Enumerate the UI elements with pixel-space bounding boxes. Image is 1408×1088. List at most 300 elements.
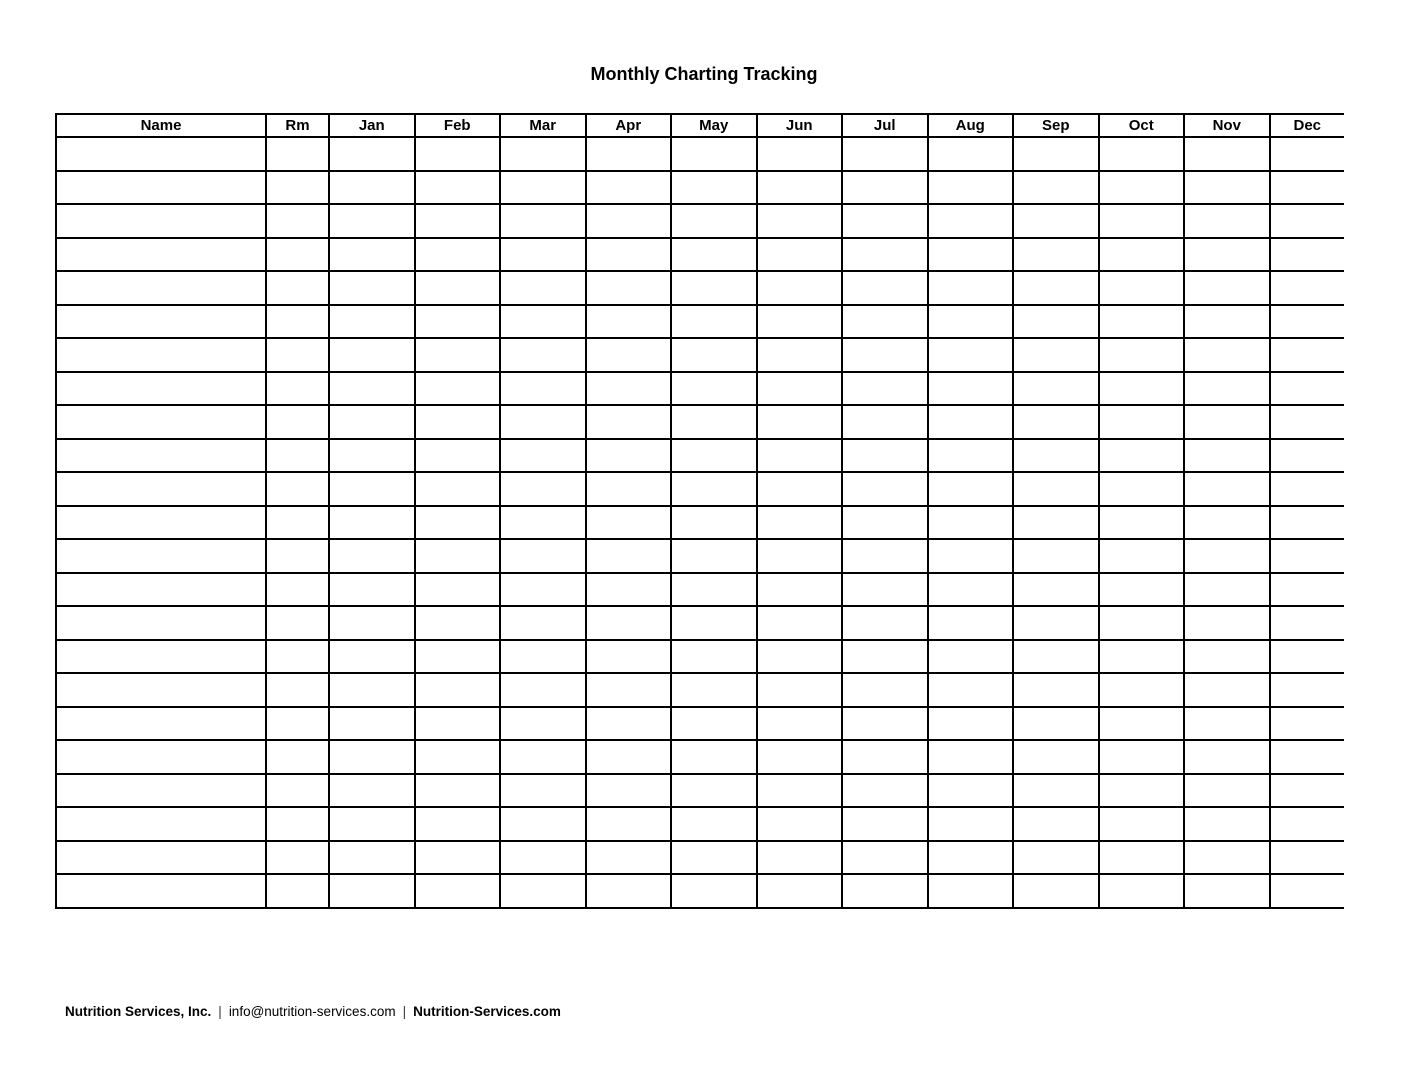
table-cell-apr	[586, 137, 672, 171]
table-cell-nov	[1184, 271, 1270, 305]
table-cell-jul	[842, 439, 928, 473]
table-cell-aug	[928, 606, 1014, 640]
table-cell-jun	[757, 171, 843, 205]
table-cell-feb	[415, 238, 501, 272]
table-cell-sep	[1013, 372, 1099, 406]
table-cell-may	[671, 439, 757, 473]
table-cell-nov	[1184, 171, 1270, 205]
table-cell-mar	[500, 606, 586, 640]
table-cell-jun	[757, 204, 843, 238]
table-cell-apr	[586, 774, 672, 808]
table-cell-jul	[842, 472, 928, 506]
table-row	[56, 841, 1344, 875]
table-cell-feb	[415, 137, 501, 171]
table-cell-sep	[1013, 472, 1099, 506]
table-cell-aug	[928, 740, 1014, 774]
table-row	[56, 539, 1344, 573]
column-header-jul: Jul	[842, 114, 928, 137]
table-cell-feb	[415, 539, 501, 573]
table-cell-jun	[757, 372, 843, 406]
table-cell-dec	[1270, 305, 1345, 339]
table-cell-sep	[1013, 874, 1099, 908]
table-cell-name	[56, 573, 266, 607]
table-cell-oct	[1099, 606, 1185, 640]
table-cell-jul	[842, 539, 928, 573]
table-cell-feb	[415, 874, 501, 908]
table-cell-mar	[500, 539, 586, 573]
table-row	[56, 606, 1344, 640]
footer-separator-2: |	[402, 1004, 407, 1019]
table-cell-oct	[1099, 472, 1185, 506]
table-cell-name	[56, 238, 266, 272]
table-row	[56, 204, 1344, 238]
table-cell-nov	[1184, 841, 1270, 875]
table-cell-nov	[1184, 204, 1270, 238]
table-cell-jul	[842, 405, 928, 439]
table-cell-nov	[1184, 774, 1270, 808]
table-cell-jan	[329, 472, 415, 506]
table-cell-mar	[500, 238, 586, 272]
table-cell-jan	[329, 405, 415, 439]
table-cell-may	[671, 305, 757, 339]
table-cell-may	[671, 506, 757, 540]
table-cell-jul	[842, 238, 928, 272]
table-cell-rm	[266, 472, 329, 506]
table-cell-feb	[415, 171, 501, 205]
table-cell-rm	[266, 539, 329, 573]
table-cell-rm	[266, 606, 329, 640]
table-cell-jan	[329, 204, 415, 238]
table-cell-dec	[1270, 740, 1345, 774]
table-cell-rm	[266, 439, 329, 473]
table-cell-aug	[928, 673, 1014, 707]
table-cell-apr	[586, 841, 672, 875]
table-cell-apr	[586, 506, 672, 540]
table-cell-feb	[415, 372, 501, 406]
table-cell-oct	[1099, 841, 1185, 875]
table-cell-jun	[757, 137, 843, 171]
table-row	[56, 338, 1344, 372]
table-cell-mar	[500, 807, 586, 841]
table-cell-apr	[586, 271, 672, 305]
table-cell-aug	[928, 774, 1014, 808]
table-cell-dec	[1270, 171, 1345, 205]
table-cell-apr	[586, 640, 672, 674]
table-cell-nov	[1184, 573, 1270, 607]
table-cell-nov	[1184, 807, 1270, 841]
table-header-row	[56, 114, 1344, 137]
table-cell-name	[56, 305, 266, 339]
table-cell-sep	[1013, 640, 1099, 674]
table-cell-rm	[266, 573, 329, 607]
table-cell-oct	[1099, 707, 1185, 741]
table-cell-jan	[329, 874, 415, 908]
table-cell-dec	[1270, 874, 1345, 908]
column-header-nov: Nov	[1184, 114, 1270, 137]
table-cell-name	[56, 137, 266, 171]
table-cell-rm	[266, 137, 329, 171]
table-cell-dec	[1270, 707, 1345, 741]
table-cell-apr	[586, 338, 672, 372]
table-cell-name	[56, 539, 266, 573]
table-cell-feb	[415, 807, 501, 841]
table-cell-jun	[757, 707, 843, 741]
table-cell-rm	[266, 372, 329, 406]
column-header-jun: Jun	[757, 114, 843, 137]
table-cell-jun	[757, 740, 843, 774]
table-row	[56, 137, 1344, 171]
table-cell-name	[56, 640, 266, 674]
column-header-oct: Oct	[1099, 114, 1185, 137]
table-cell-mar	[500, 740, 586, 774]
table-cell-may	[671, 740, 757, 774]
table-row	[56, 506, 1344, 540]
table-cell-dec	[1270, 238, 1345, 272]
table-cell-jun	[757, 807, 843, 841]
table-cell-sep	[1013, 573, 1099, 607]
table-cell-jul	[842, 271, 928, 305]
table-cell-nov	[1184, 506, 1270, 540]
table-cell-sep	[1013, 841, 1099, 875]
table-cell-jul	[842, 506, 928, 540]
table-cell-may	[671, 606, 757, 640]
footer	[65, 1002, 561, 1022]
table-cell-dec	[1270, 338, 1345, 372]
footer-email: info@nutrition-services.com	[228, 1004, 396, 1019]
table-cell-jan	[329, 740, 415, 774]
table-cell-oct	[1099, 405, 1185, 439]
table-cell-jan	[329, 841, 415, 875]
table-cell-feb	[415, 707, 501, 741]
table-cell-name	[56, 673, 266, 707]
table-cell-nov	[1184, 372, 1270, 406]
column-header-may: May	[671, 114, 757, 137]
table-cell-may	[671, 137, 757, 171]
table-cell-name	[56, 874, 266, 908]
table-cell-jun	[757, 539, 843, 573]
table-cell-aug	[928, 439, 1014, 473]
table-cell-sep	[1013, 338, 1099, 372]
table-row	[56, 372, 1344, 406]
table-cell-dec	[1270, 372, 1345, 406]
table-row	[56, 807, 1344, 841]
table-cell-jan	[329, 640, 415, 674]
table-cell-sep	[1013, 271, 1099, 305]
table-cell-rm	[266, 506, 329, 540]
table-cell-sep	[1013, 204, 1099, 238]
table-cell-aug	[928, 271, 1014, 305]
table-cell-jun	[757, 673, 843, 707]
table-cell-sep	[1013, 439, 1099, 473]
table-cell-jul	[842, 305, 928, 339]
table-row	[56, 305, 1344, 339]
table-cell-jan	[329, 338, 415, 372]
table-cell-dec	[1270, 539, 1345, 573]
page-title: Monthly Charting Tracking	[590, 64, 818, 84]
table-cell-dec	[1270, 673, 1345, 707]
table-row	[56, 874, 1344, 908]
table-cell-jan	[329, 673, 415, 707]
table-cell-jan	[329, 606, 415, 640]
table-cell-aug	[928, 338, 1014, 372]
table-cell-aug	[928, 573, 1014, 607]
table-row	[56, 707, 1344, 741]
table-cell-aug	[928, 841, 1014, 875]
table-cell-mar	[500, 707, 586, 741]
table-cell-name	[56, 171, 266, 205]
table-cell-sep	[1013, 305, 1099, 339]
table-cell-may	[671, 774, 757, 808]
table-cell-name	[56, 807, 266, 841]
table-cell-oct	[1099, 740, 1185, 774]
table-cell-apr	[586, 171, 672, 205]
table-cell-oct	[1099, 573, 1185, 607]
table-cell-feb	[415, 774, 501, 808]
column-header-dec: Dec	[1270, 114, 1345, 137]
table-cell-dec	[1270, 405, 1345, 439]
table-cell-dec	[1270, 606, 1345, 640]
table-cell-rm	[266, 271, 329, 305]
table-cell-aug	[928, 472, 1014, 506]
table-cell-name	[56, 405, 266, 439]
table-cell-rm	[266, 841, 329, 875]
table-cell-oct	[1099, 137, 1185, 171]
column-header-aug: Aug	[928, 114, 1014, 137]
table-cell-sep	[1013, 740, 1099, 774]
table-cell-jul	[842, 137, 928, 171]
table-cell-apr	[586, 606, 672, 640]
table-cell-nov	[1184, 539, 1270, 573]
table-cell-jun	[757, 271, 843, 305]
table-cell-sep	[1013, 606, 1099, 640]
table-cell-jun	[757, 841, 843, 875]
table-cell-feb	[415, 405, 501, 439]
table-cell-name	[56, 774, 266, 808]
table-cell-rm	[266, 774, 329, 808]
footer-separator-1: |	[218, 1004, 222, 1019]
table-row	[56, 405, 1344, 439]
table-cell-feb	[415, 673, 501, 707]
table-cell-jan	[329, 573, 415, 607]
table-cell-jan	[329, 506, 415, 540]
table-cell-jul	[842, 204, 928, 238]
table-cell-jun	[757, 338, 843, 372]
table-cell-name	[56, 372, 266, 406]
table-cell-sep	[1013, 137, 1099, 171]
table-cell-apr	[586, 573, 672, 607]
table-cell-may	[671, 539, 757, 573]
table-cell-apr	[586, 807, 672, 841]
table-cell-dec	[1270, 807, 1345, 841]
table-cell-jul	[842, 171, 928, 205]
column-header-rm: Rm	[266, 114, 329, 137]
table-cell-jul	[842, 707, 928, 741]
table-cell-apr	[586, 539, 672, 573]
table-cell-nov	[1184, 640, 1270, 674]
table-cell-oct	[1099, 506, 1185, 540]
table-cell-mar	[500, 673, 586, 707]
table-cell-jun	[757, 573, 843, 607]
table-cell-aug	[928, 305, 1014, 339]
table-cell-jan	[329, 707, 415, 741]
table-cell-mar	[500, 204, 586, 238]
table-cell-oct	[1099, 338, 1185, 372]
table-cell-rm	[266, 238, 329, 272]
table-cell-may	[671, 238, 757, 272]
table-cell-dec	[1270, 439, 1345, 473]
table-cell-nov	[1184, 606, 1270, 640]
table-cell-oct	[1099, 204, 1185, 238]
table-cell-jan	[329, 774, 415, 808]
table-cell-sep	[1013, 807, 1099, 841]
table-cell-rm	[266, 807, 329, 841]
table-cell-aug	[928, 204, 1014, 238]
table-cell-oct	[1099, 774, 1185, 808]
table-cell-name	[56, 506, 266, 540]
table-cell-jul	[842, 640, 928, 674]
table-cell-may	[671, 204, 757, 238]
table-cell-feb	[415, 204, 501, 238]
table-cell-rm	[266, 405, 329, 439]
table-cell-aug	[928, 807, 1014, 841]
table-cell-oct	[1099, 640, 1185, 674]
table-cell-aug	[928, 372, 1014, 406]
table-cell-mar	[500, 573, 586, 607]
table-cell-nov	[1184, 472, 1270, 506]
table-cell-may	[671, 338, 757, 372]
table-cell-jul	[842, 774, 928, 808]
table-cell-jan	[329, 238, 415, 272]
table-cell-jul	[842, 606, 928, 640]
table-cell-nov	[1184, 305, 1270, 339]
table-row	[56, 238, 1344, 272]
table-cell-jul	[842, 573, 928, 607]
table-cell-jan	[329, 171, 415, 205]
table-cell-aug	[928, 238, 1014, 272]
table-cell-may	[671, 573, 757, 607]
table-cell-dec	[1270, 640, 1345, 674]
table-cell-nov	[1184, 707, 1270, 741]
table-cell-feb	[415, 305, 501, 339]
column-header-jan: Jan	[329, 114, 415, 137]
table-cell-feb	[415, 640, 501, 674]
table-row	[56, 271, 1344, 305]
table-cell-nov	[1184, 740, 1270, 774]
table-cell-mar	[500, 372, 586, 406]
table-cell-rm	[266, 640, 329, 674]
table-row	[56, 171, 1344, 205]
table-cell-dec	[1270, 506, 1345, 540]
table-cell-rm	[266, 338, 329, 372]
table-cell-apr	[586, 874, 672, 908]
table-cell-may	[671, 271, 757, 305]
table-cell-nov	[1184, 405, 1270, 439]
table-cell-name	[56, 841, 266, 875]
table-cell-rm	[266, 874, 329, 908]
column-header-name: Name	[56, 114, 266, 137]
table-cell-dec	[1270, 774, 1345, 808]
table-cell-oct	[1099, 673, 1185, 707]
table-cell-aug	[928, 405, 1014, 439]
table-cell-dec	[1270, 472, 1345, 506]
table-cell-mar	[500, 137, 586, 171]
table-cell-nov	[1184, 673, 1270, 707]
table-cell-rm	[266, 740, 329, 774]
table-cell-nov	[1184, 238, 1270, 272]
table-cell-aug	[928, 137, 1014, 171]
table-cell-rm	[266, 305, 329, 339]
table-cell-jun	[757, 874, 843, 908]
table-cell-dec	[1270, 271, 1345, 305]
table-cell-mar	[500, 774, 586, 808]
table-cell-may	[671, 807, 757, 841]
table-cell-name	[56, 740, 266, 774]
table-cell-jul	[842, 841, 928, 875]
table-cell-jul	[842, 673, 928, 707]
table-cell-may	[671, 874, 757, 908]
table-cell-apr	[586, 707, 672, 741]
table-cell-dec	[1270, 573, 1345, 607]
table-cell-jan	[329, 305, 415, 339]
table-cell-may	[671, 171, 757, 205]
table-cell-jan	[329, 807, 415, 841]
table-cell-name	[56, 606, 266, 640]
table-cell-jun	[757, 506, 843, 540]
table-cell-dec	[1270, 204, 1345, 238]
table-cell-mar	[500, 439, 586, 473]
table-cell-apr	[586, 472, 672, 506]
table-cell-apr	[586, 305, 672, 339]
table-cell-jun	[757, 305, 843, 339]
table-cell-feb	[415, 338, 501, 372]
table-cell-sep	[1013, 539, 1099, 573]
table-cell-jul	[842, 807, 928, 841]
column-header-feb: Feb	[415, 114, 501, 137]
table-cell-feb	[415, 439, 501, 473]
table-cell-feb	[415, 573, 501, 607]
table-cell-jun	[757, 439, 843, 473]
column-header-apr: Apr	[586, 114, 672, 137]
table-cell-jun	[757, 774, 843, 808]
table-cell-jun	[757, 640, 843, 674]
table-row	[56, 740, 1344, 774]
table-cell-may	[671, 841, 757, 875]
table-cell-mar	[500, 171, 586, 205]
table-cell-apr	[586, 439, 672, 473]
table-cell-jan	[329, 372, 415, 406]
table-cell-jul	[842, 740, 928, 774]
table-cell-feb	[415, 740, 501, 774]
table-cell-oct	[1099, 372, 1185, 406]
table-cell-jun	[757, 405, 843, 439]
table-cell-mar	[500, 841, 586, 875]
table-cell-feb	[415, 472, 501, 506]
table-cell-apr	[586, 372, 672, 406]
column-header-mar: Mar	[500, 114, 586, 137]
table-row	[56, 673, 1344, 707]
table-row	[56, 573, 1344, 607]
table-cell-may	[671, 372, 757, 406]
footer-website: Nutrition-Services.com	[413, 1004, 561, 1019]
table-cell-dec	[1270, 137, 1345, 171]
table-cell-mar	[500, 305, 586, 339]
table-row	[56, 439, 1344, 473]
table-cell-rm	[266, 204, 329, 238]
table-cell-aug	[928, 874, 1014, 908]
table-row	[56, 472, 1344, 506]
table-cell-name	[56, 338, 266, 372]
table-cell-apr	[586, 204, 672, 238]
